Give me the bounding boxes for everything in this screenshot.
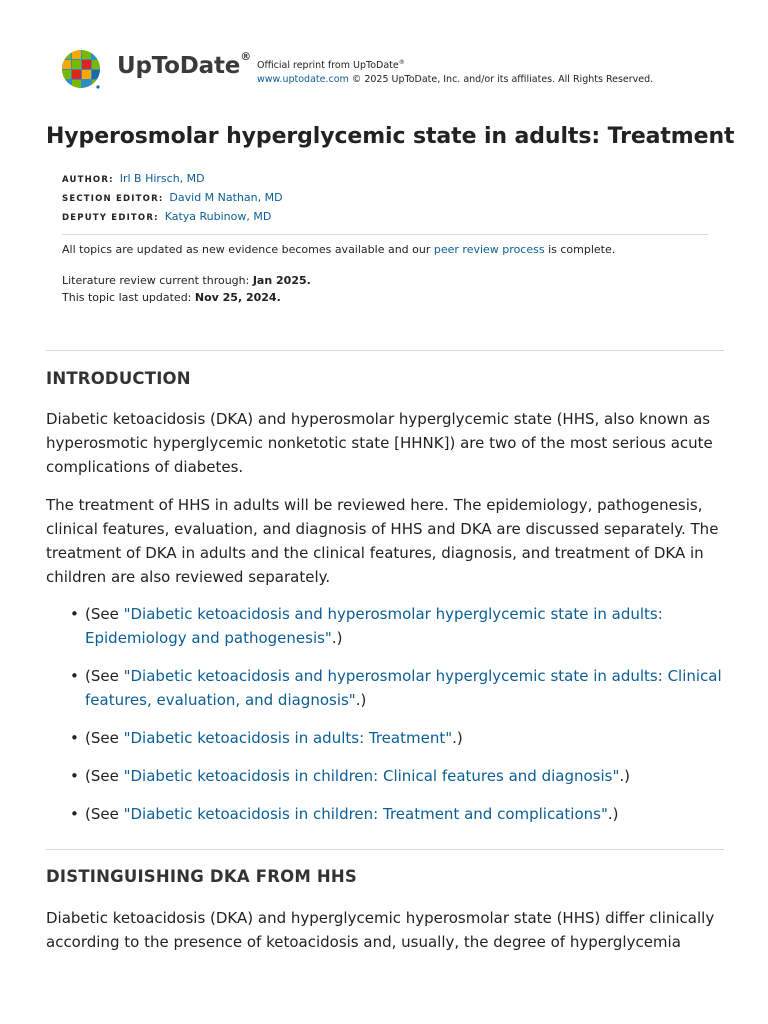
bullet-icon: • (70, 605, 79, 623)
literature-review-date: Literature review current through: Jan 2025. (62, 274, 311, 287)
reprint-notice: Official reprint from UpToDate® www.uptodate.com © 2025 UpToDate, Inc. and/or its affiliates. All Rights Reserved. (257, 59, 654, 86)
list-item: • (See "Diabetic ketoacidosis and hyperosmolar hyperglycemic state in adults: Clinical features, evaluation, and diagnosis".) (70, 664, 730, 712)
list-item: • (See "Diabetic ketoacidosis in children: Clinical features and diagnosis".) (70, 764, 730, 788)
topic-link[interactable]: "Diabetic ketoacidosis in children: Treatment and complications" (123, 805, 608, 823)
brand-name: UpToDate® (117, 50, 251, 79)
bullet-icon: • (70, 805, 79, 823)
list-item: • (See "Diabetic ketoacidosis in children: Treatment and complications".) (70, 802, 730, 826)
topic-link[interactable]: "Diabetic ketoacidosis in children: Clinical features and diagnosis" (123, 767, 620, 785)
section-editor-label: SECTION EDITOR: (62, 194, 164, 204)
list-item: • (See "Diabetic ketoacidosis in adults: Treatment".) (70, 726, 730, 750)
update-notice: All topics are updated as new evidence becomes available and our peer review process is complete. (62, 243, 616, 256)
deputy-editor-link[interactable]: Katya Rubinow, MD (164, 210, 272, 223)
related-topics-list (70, 602, 730, 840)
section-editor-link[interactable]: David M Nathan, MD (169, 191, 283, 204)
intro-paragraph-2: The treatment of HHS in adults will be reviewed here. The epidemiology, pathogenesis, clinical features, evaluation, and diagnosis of HHS and DKA are discussed separately. The treatment of DKA in adults and the clinical features, diagnosis, and treatment of DKA in children are also reviewed separately. (46, 496, 719, 586)
author-label: AUTHOR: (62, 175, 114, 185)
section-heading-introduction: INTRODUCTION (46, 369, 191, 388)
intro-paragraph-1: Diabetic ketoacidosis (DKA) and hyperosmolar hyperglycemic state (HHS, also known as hyperosmotic hyperglycemic nonketotic state [HHNK]) are two of the most serious acute complications of diabetes. (46, 410, 713, 476)
uptodate-logo-icon (60, 48, 104, 90)
peer-review-link[interactable]: peer review process (433, 243, 545, 256)
last-updated-date: This topic last updated: Nov 25, 2024. (62, 291, 281, 304)
deputy-editor-label: DEPUTY EDITOR: (62, 213, 159, 223)
author-link[interactable]: Irl B Hirsch, MD (119, 172, 205, 185)
page-title: Hyperosmolar hyperglycemic state in adults: Treatment (46, 124, 735, 149)
list-item: • (See "Diabetic ketoacidosis and hyperosmolar hyperglycemic state in adults: Epidemiology and pathogenesis".) (70, 602, 730, 650)
topic-link[interactable]: "Diabetic ketoacidosis in adults: Treatment" (123, 729, 453, 747)
bullet-icon: • (70, 729, 79, 747)
divider (46, 350, 724, 351)
topic-link[interactable]: "Diabetic ketoacidosis and hyperosmolar hyperglycemic state in adults: Epidemiology and pathogenesis" (85, 605, 663, 647)
contributors (62, 170, 283, 227)
site-link[interactable]: www.uptodate.com (257, 74, 349, 86)
masthead (60, 48, 720, 92)
distinguishing-paragraph-1: Diabetic ketoacidosis (DKA) and hyperglycemic hyperosmolar state (HHS) differ clinically according to the presence of ketoacidosis and, usually, the degree of hyperglycemia (46, 909, 715, 951)
bullet-icon: • (70, 667, 79, 685)
topic-link[interactable]: "Diabetic ketoacidosis and hyperosmolar hyperglycemic state in adults: Clinical features, evaluation, and diagnosis" (85, 667, 722, 709)
section-heading-distinguishing: DISTINGUISHING DKA FROM HHS (46, 867, 357, 886)
bullet-icon: • (70, 767, 79, 785)
divider (62, 234, 708, 235)
divider (46, 849, 724, 850)
